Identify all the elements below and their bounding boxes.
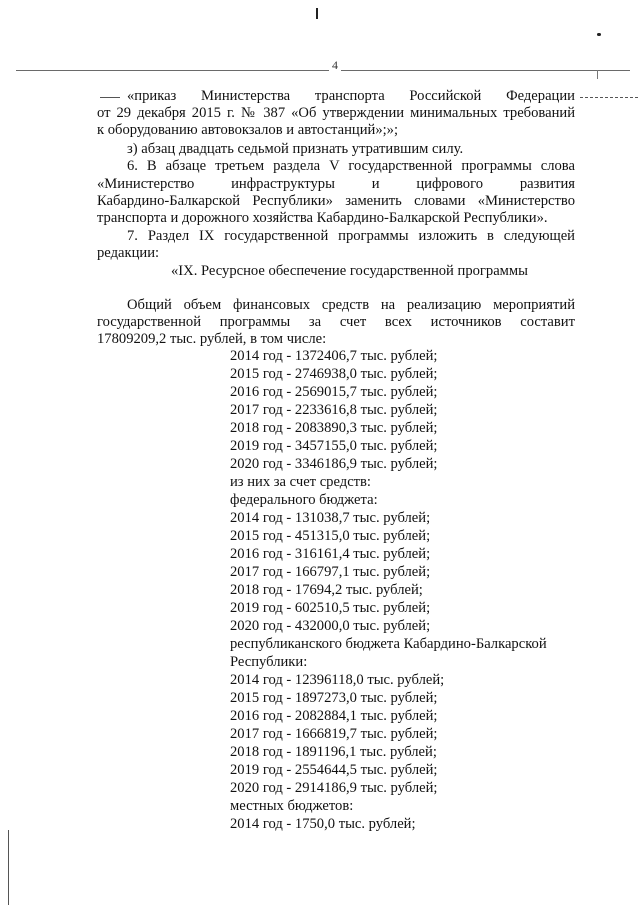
funding-line: 2020 год - 2914186,9 тыс. рублей; <box>230 780 438 796</box>
body-line-5: 6. В абзаце третьем раздела V государственной программы слова <box>127 158 575 174</box>
summary-line-1: Общий объем финансовых средств на реализацию мероприятий <box>127 297 575 313</box>
funding-subheading: республиканского бюджета Кабардино-Балкарской <box>230 636 547 652</box>
body-line-9: 7. Раздел IX государственной программы изложить в следующей <box>127 228 575 244</box>
funding-line: 2018 год - 2083890,3 тыс. рублей; <box>230 420 438 436</box>
summary-line-3: 17809209,2 тыс. рублей, в том числе: <box>97 331 327 347</box>
body-line-10: редакции: <box>97 245 160 261</box>
funding-line: 2016 год - 2569015,7 тыс. рублей; <box>230 384 438 400</box>
funding-line: 2015 год - 1897273,0 тыс. рублей; <box>230 690 438 706</box>
funding-line: 2015 год - 451315,0 тыс. рублей; <box>230 528 431 544</box>
body-line-2: от 29 декабря 2015 г. № 387 «Об утверждении минимальных требований <box>97 105 575 121</box>
page-number: 4 <box>329 58 341 73</box>
header-rule-tick <box>597 70 598 79</box>
header-rule <box>16 70 630 71</box>
funding-subheading: Республики: <box>230 654 308 670</box>
funding-line: 2018 год - 17694,2 тыс. рублей; <box>230 582 423 598</box>
funding-subheading: федерального бюджета: <box>230 492 378 508</box>
funding-line: 2020 год - 3346186,9 тыс. рублей; <box>230 456 438 472</box>
body-line-3: к оборудованию автовокзалов и автостанций»;»; <box>97 122 399 138</box>
funding-subheading: из них за счет средств: <box>230 474 371 490</box>
body-line-4: з) абзац двадцать седьмой признать утратившим силу. <box>127 141 464 157</box>
scan-mark-corner <box>597 33 601 36</box>
funding-line: 2019 год - 2554644,5 тыс. рублей; <box>230 762 438 778</box>
funding-line: 2014 год - 1750,0 тыс. рублей; <box>230 816 416 832</box>
funding-line: 2018 год - 1891196,1 тыс. рублей; <box>230 744 437 760</box>
funding-line: 2019 год - 602510,5 тыс. рублей; <box>230 600 431 616</box>
funding-line: 2014 год - 131038,7 тыс. рублей; <box>230 510 431 526</box>
body-line-1: «приказ Министерства транспорта Российской Федерации <box>127 88 575 104</box>
margin-dash-right <box>580 97 638 98</box>
scan-mark-top <box>316 8 318 19</box>
funding-subheading: местных бюджетов: <box>230 798 354 814</box>
body-line-7: Кабардино-Балкарской Республики» заменить словами «Министерство <box>97 193 575 209</box>
body-line-8: транспорта и дорожного хозяйства Кабардино-Балкарской Республики». <box>97 210 548 226</box>
funding-line: 2016 год - 316161,4 тыс. рублей; <box>230 546 431 562</box>
funding-line: 2017 год - 1666819,7 тыс. рублей; <box>230 726 438 742</box>
funding-line: 2019 год - 3457155,0 тыс. рублей; <box>230 438 438 454</box>
funding-line: 2020 год - 432000,0 тыс. рублей; <box>230 618 431 634</box>
scan-mark-left-edge <box>8 830 9 905</box>
section-heading: «IX. Ресурсное обеспечение государственной программы <box>171 263 528 279</box>
funding-line: 2015 год - 2746938,0 тыс. рублей; <box>230 366 438 382</box>
body-line-6: «Министерство инфраструктуры и цифрового развития <box>97 176 575 192</box>
funding-line: 2017 год - 166797,1 тыс. рублей; <box>230 564 431 580</box>
funding-line: 2014 год - 1372406,7 тыс. рублей; <box>230 348 438 364</box>
funding-line: 2014 год - 12396118,0 тыс. рублей; <box>230 672 445 688</box>
funding-line: 2017 год - 2233616,8 тыс. рублей; <box>230 402 438 418</box>
summary-line-2: государственной программы за счет всех источников составит <box>97 314 575 330</box>
funding-line: 2016 год - 2082884,1 тыс. рублей; <box>230 708 438 724</box>
